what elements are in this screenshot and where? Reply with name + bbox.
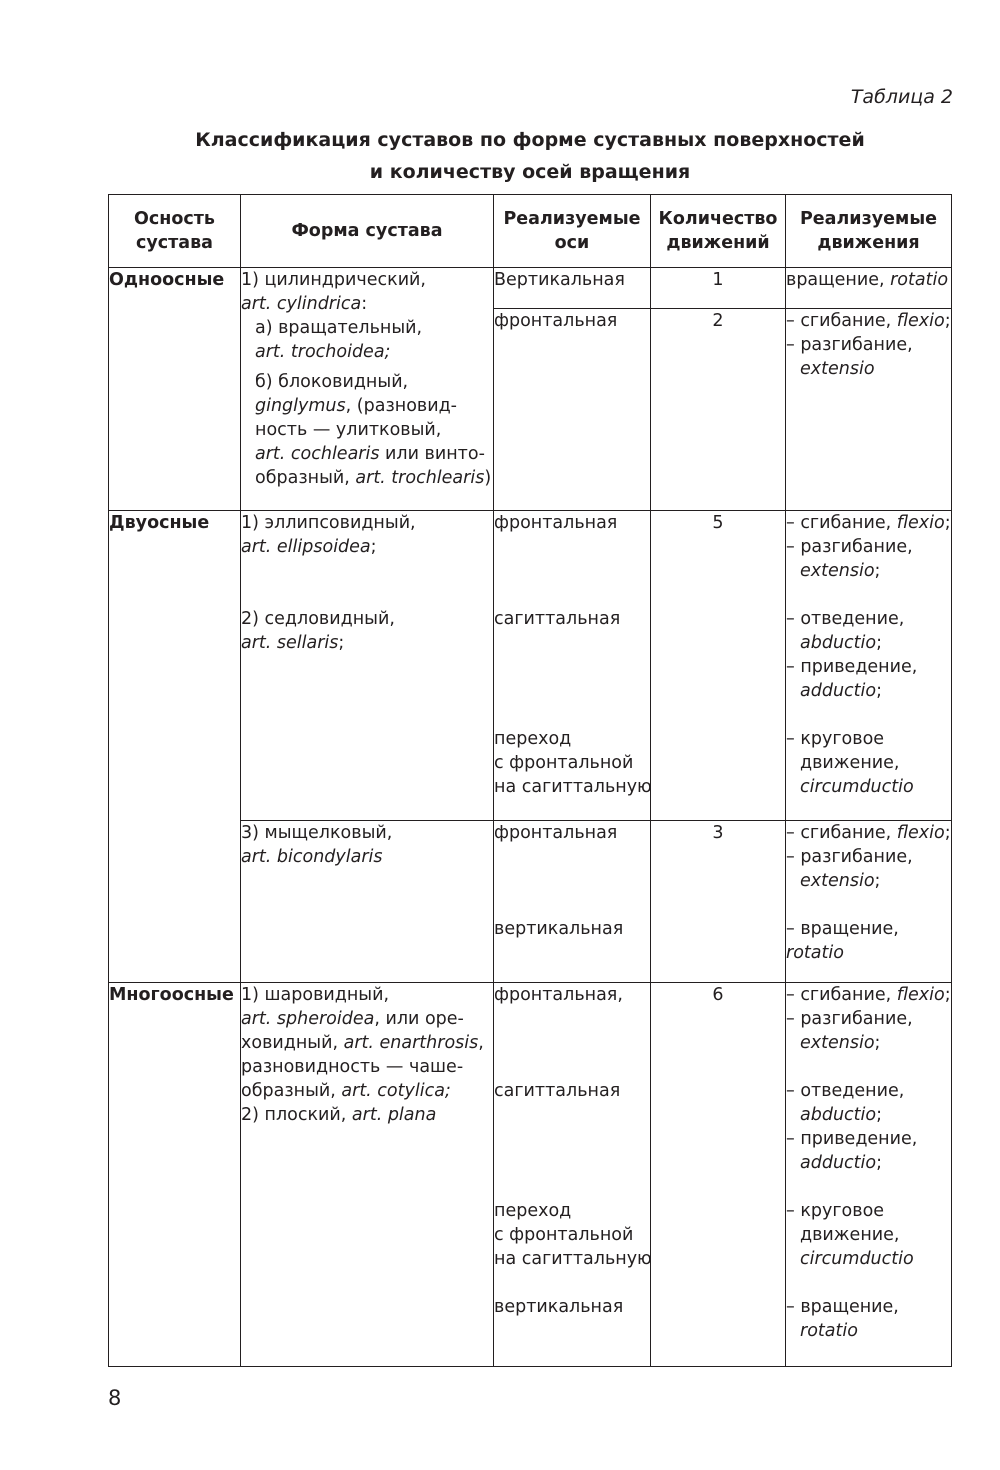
multiaxial-movements: – сгибание, flexio; – разгибание, extensio; – отведение, abductio; – приведение, adductio; – круговое движение, circumductio – вращение, rotatio bbox=[786, 983, 952, 1367]
header-count: Количество движений bbox=[651, 195, 786, 268]
header-form: Форма сустава bbox=[241, 195, 494, 268]
biaxial-axes-2: фронтальная вертикальная bbox=[494, 821, 651, 983]
table-title bbox=[100, 124, 960, 188]
biaxial-label: Двуосные bbox=[109, 511, 241, 983]
uniaxial-label: Одноосные bbox=[109, 268, 241, 511]
biaxial-form-3: 3) мыщелковый, art. bicondylaris bbox=[241, 821, 494, 983]
uniaxial-count-2: 2 bbox=[651, 309, 786, 511]
uniaxial-axis-2: фронтальная bbox=[494, 309, 651, 511]
uniaxial-movement-1: вращение, rotatio bbox=[786, 268, 952, 309]
table-header-row bbox=[109, 195, 952, 268]
uniaxial-form-cell: 1) цилиндрический, art. cylindrica: а) вращательный, art. trochoidea; б) блоковидный, ginglymus, (разновид- ность — улитковый, art. cochlearis или винто- образный, art. trochlearis) bbox=[241, 268, 494, 511]
table-row bbox=[109, 983, 952, 1367]
header-movements: Реализуемые движения bbox=[786, 195, 952, 268]
uniaxial-count-1: 1 bbox=[651, 268, 786, 309]
header-axes: Реализуемые оси bbox=[494, 195, 651, 268]
biaxial-count-1: 5 bbox=[651, 511, 786, 821]
biaxial-form-1-2: 1) эллипсовидный, art. ellipsoidea; 2) седловидный, art. sellaris; bbox=[241, 511, 494, 821]
table-row bbox=[109, 268, 952, 309]
biaxial-count-2: 3 bbox=[651, 821, 786, 983]
multiaxial-form: 1) шаровидный, art. spheroidea, или оре- ховидный, art. enarthrosis, разновидность — чаше- образный, art. cotylica; 2) плоский, art. plana bbox=[241, 983, 494, 1367]
multiaxial-count: 6 bbox=[651, 983, 786, 1367]
multiaxial-axes: фронтальная, сагиттальная переход с фронтальной на сагиттальную вертикальная bbox=[494, 983, 651, 1367]
joint-classification-table bbox=[108, 194, 952, 1367]
biaxial-movements-2: – сгибание, flexio; – разгибание, extensio; – вращение, rotatio bbox=[786, 821, 952, 983]
uniaxial-movement-2: – сгибание, flexio; – разгибание, extensio bbox=[786, 309, 952, 511]
biaxial-movements-1: – сгибание, flexio; – разгибание, extensio; – отведение, abductio; – приведение, adductio; – круговое движение, circumductio bbox=[786, 511, 952, 821]
page-number: 8 bbox=[108, 1386, 122, 1410]
table-row bbox=[109, 511, 952, 821]
header-axis: Осность сустава bbox=[109, 195, 241, 268]
uniaxial-axis-1: Вертикальная bbox=[494, 268, 651, 309]
multiaxial-label: Многоосные bbox=[109, 983, 241, 1367]
table-caption: Таблица 2 bbox=[850, 86, 953, 108]
title-line-2: и количеству осей вращения bbox=[369, 161, 691, 183]
title-line-1: Классификация суставов по форме суставных поверхностей bbox=[195, 129, 865, 151]
biaxial-axes-1: фронтальная сагиттальная переход с фронтальной на сагиттальную bbox=[494, 511, 651, 821]
